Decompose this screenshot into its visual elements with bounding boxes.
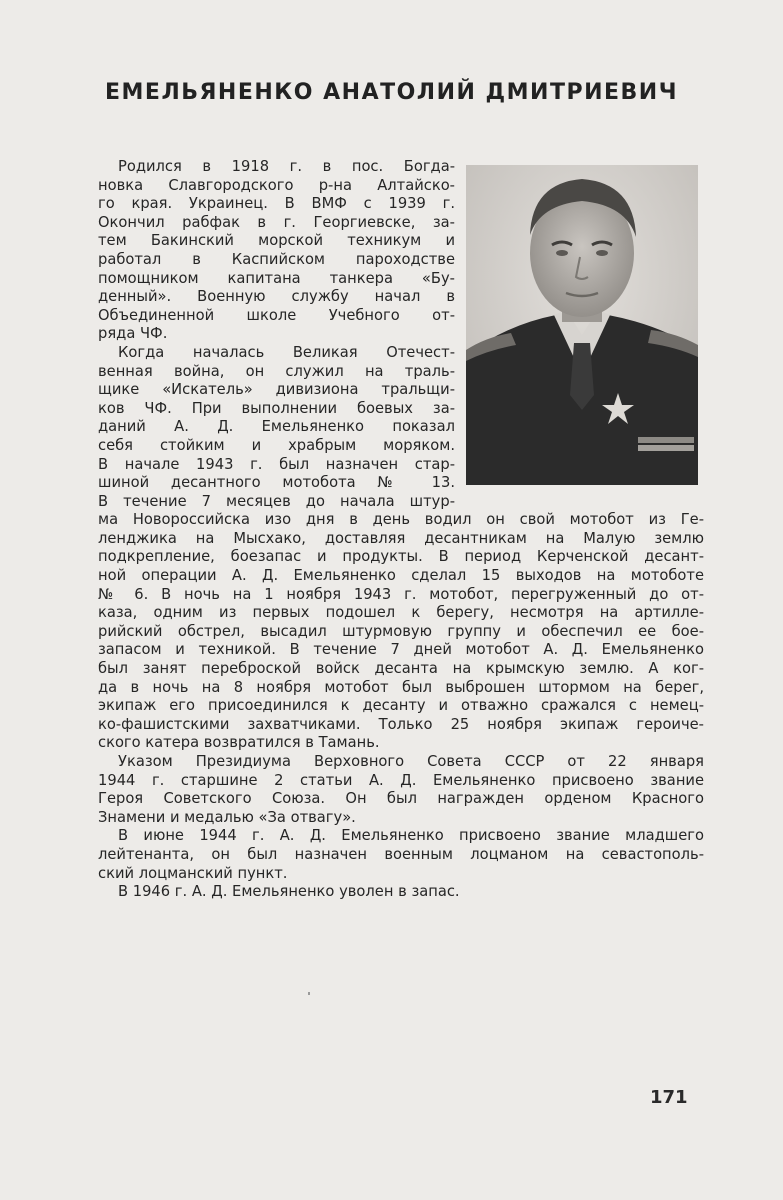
- text-line: себя стойким и храбрым моряком.: [98, 436, 455, 454]
- text-line: запасом и техникой. В течение 7 дней мотобот А. Д. Емельяненко: [98, 641, 704, 659]
- page-title: ЕМЕЛЬЯНЕНКО АНАТОЛИЙ ДМИТРИЕВИЧ: [105, 80, 678, 105]
- text-line: 1944 г. старшине 2 статьи А. Д. Емельяненко присвоено звание: [98, 771, 704, 789]
- text-line: экипаж его присоединился к десанту и отважно сражался с немец-: [98, 697, 704, 715]
- scan-speck: [308, 992, 310, 995]
- text-line: подкрепление, боезапас и продукты. В период Керченской десант-: [98, 548, 704, 566]
- text-line: В течение 7 месяцев до начала штур-: [98, 492, 455, 510]
- text-line: ский лоцманский пункт.: [98, 864, 288, 882]
- text-line: го края. Украинец. В ВМФ с 1939 г.: [98, 195, 455, 213]
- text-line: Героя Советского Союза. Он был награжден орденом Красного: [98, 790, 704, 808]
- text-line: денный». Военную службу начал в: [98, 288, 455, 306]
- text-line: рийский обстрел, высадил штурмовую группу и обеспечил ее бое-: [98, 622, 704, 640]
- text-line: В июне 1944 г. А. Д. Емельяненко присвоено звание младшего: [118, 827, 704, 845]
- text-line: ков ЧФ. При выполнении боевых за-: [98, 399, 455, 417]
- text-line: щике «Искатель» дивизиона тральщи-: [98, 381, 455, 399]
- text-line: В 1946 г. А. Д. Емельяненко уволен в запас.: [118, 883, 460, 901]
- text-line: Указом Президиума Верховного Совета СССР от 22 января: [118, 753, 704, 770]
- text-line: каза, одним из первых подошел к берегу, несмотря на артилле-: [98, 604, 704, 622]
- page-number: 171: [650, 1087, 688, 1108]
- text-line: Окончил рабфак в г. Георгиевске, за-: [98, 213, 455, 231]
- text-line: ма Новороссийска изо дня в день водил он свой мотобот из Ге-: [98, 511, 704, 529]
- text-line: да в ночь на 8 ноября мотобот был выброшен штормом на берег,: [98, 678, 704, 696]
- text-line: ского катера возвратился в Тамань.: [98, 734, 380, 752]
- text-line: ряда ЧФ.: [98, 325, 168, 343]
- text-line: работал в Каспийском пароходстве: [98, 250, 455, 268]
- text-line: Знамени и медалью «За отвагу».: [98, 808, 356, 826]
- text-line: был занят переброской войск десанта на крымскую землю. А ког-: [98, 660, 704, 678]
- text-line: ной операции А. Д. Емельяненко сделал 15 выходов на мотоботе: [98, 567, 704, 585]
- text-line: Объединенной школе Учебного от-: [98, 306, 455, 324]
- text-line: Когда началась Великая Отечест-: [118, 343, 455, 361]
- text-line: тем Бакинский морской техникум и: [98, 232, 455, 250]
- text-line: даний А. Д. Емельяненко показал: [98, 418, 455, 436]
- biography-text: [98, 158, 704, 902]
- text-line: лейтенанта, он был назначен военным лоцманом на севастополь-: [98, 845, 704, 863]
- text-line: новка Славгородского р-на Алтайско-: [98, 176, 455, 194]
- text-line: ленджика на Мысхако, доставляя десантникам на Малую землю: [98, 529, 704, 547]
- text-line: венная война, он служил на траль-: [98, 362, 455, 380]
- text-line: В начале 1943 г. был назначен стар-: [98, 455, 455, 473]
- text-line: шиной десантного мотобота № 13.: [98, 474, 455, 492]
- text-line: помощником капитана танкера «Бу-: [98, 269, 455, 287]
- text-line: ко-фашистскими захватчиками. Только 25 ноября экипаж героиче-: [98, 715, 704, 733]
- text-line: № 6. В ночь на 1 ноября 1943 г. мотобот, перегруженный до от-: [98, 585, 704, 603]
- text-line: Родился в 1918 г. в пос. Богда-: [118, 158, 455, 175]
